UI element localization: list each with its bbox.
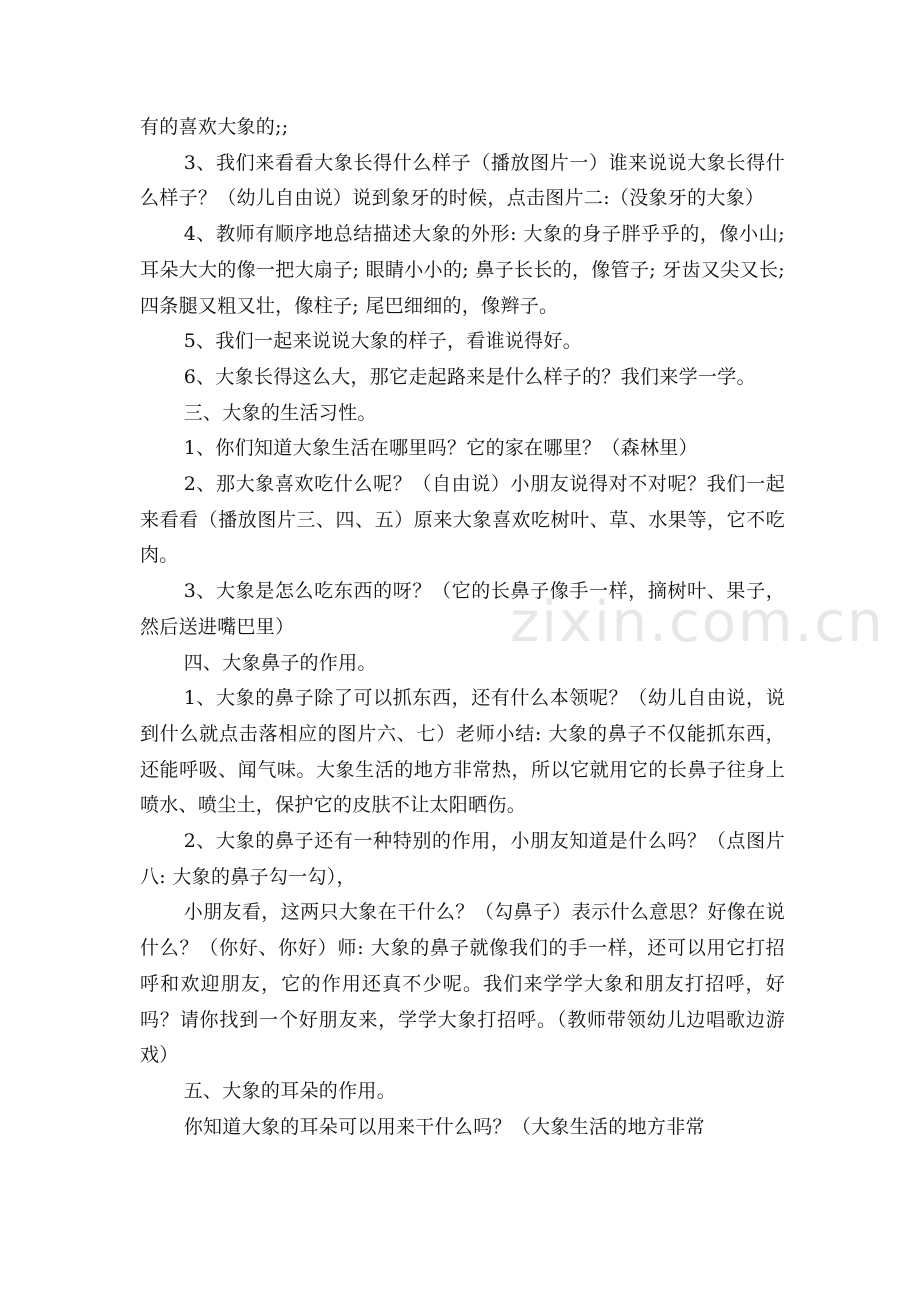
paragraph: 有的喜欢大象的;; — [140, 116, 289, 138]
paragraph: 6、大象长得这么大，那它走起路来是什么样子的？我们来学一学。 — [183, 365, 756, 388]
paragraph: 2、大象的鼻子还有一种特别的作用，小朋友知道是什么吗？（点图片八: 大象的鼻子勾一勾）， — [140, 830, 785, 888]
paragraph: 4、教师有顺序地总结描述大象的外形: 大象的身子胖乎乎的，像小山; 耳朵大大的像一把大扇子; 眼睛小小的; 鼻子长长的，像管子; 牙齿又尖又长; 四条腿又粗又壮，像柱子; 尾巴细细的，像辫子。 — [140, 223, 792, 317]
paragraph: 1、你们知道大象生活在哪里吗？它的家在哪里？（森林里） — [183, 437, 698, 460]
paragraph: 1、大象的鼻子除了可以抓东西，还有什么本领呢？（幼儿自由说，说到什么就点击落相应的图片六、七）老师小结: 大象的鼻子不仅能抓东西，还能呼吸、闻气味。大象生活的地方非常热，所以它就用它的长鼻子往身上喷水、喷尘土，保护它的皮肤不让太阳晒伤。 — [140, 687, 785, 817]
paragraph: 小朋友看，这两只大象在干什么？（勾鼻子）表示什么意思？好像在说什么？（你好、你好）师: 大象的鼻子就像我们的手一样，还可以用它打招呼和欢迎朋友，它的作用还真不少呢。我们来学学大象和朋友打招呼，好吗？请你找到一个好朋友来，学学大象打招呼。（教师带领幼儿边唱歌边游戏） — [140, 901, 785, 1067]
document-body — [140, 110, 792, 1145]
paragraph: 2、那大象喜欢吃什么呢？（自由说）小朋友说得对不对呢？我们一起来看看（播放图片三、四、五）原来大象喜欢吃树叶、草、水果等，它不吃肉。 — [140, 473, 785, 567]
paragraph: 3、我们来看看大象长得什么样子（播放图片一）谁来说说大象长得什么样子？（幼儿自由说）说到象牙的时候，点击图片二:（没象牙的大象） — [140, 151, 785, 210]
section-heading: 三、大象的生活习性。 — [183, 401, 377, 424]
section-heading: 四、大象鼻子的作用。 — [183, 651, 377, 674]
paragraph: 你知道大象的耳朵可以用来干什么吗？（大象生活的地方非常 — [183, 1115, 705, 1138]
paragraph: 5、我们一起来说说大象的样子，看谁说得好。 — [183, 330, 583, 353]
section-heading: 五、大象的耳朵的作用。 — [183, 1079, 396, 1102]
paragraph: 3、大象是怎么吃东西的呀？（它的长鼻子像手一样，摘树叶、果子，然后送进嘴巴里） — [140, 580, 785, 638]
watermark: zixin.com.cn — [510, 590, 885, 655]
